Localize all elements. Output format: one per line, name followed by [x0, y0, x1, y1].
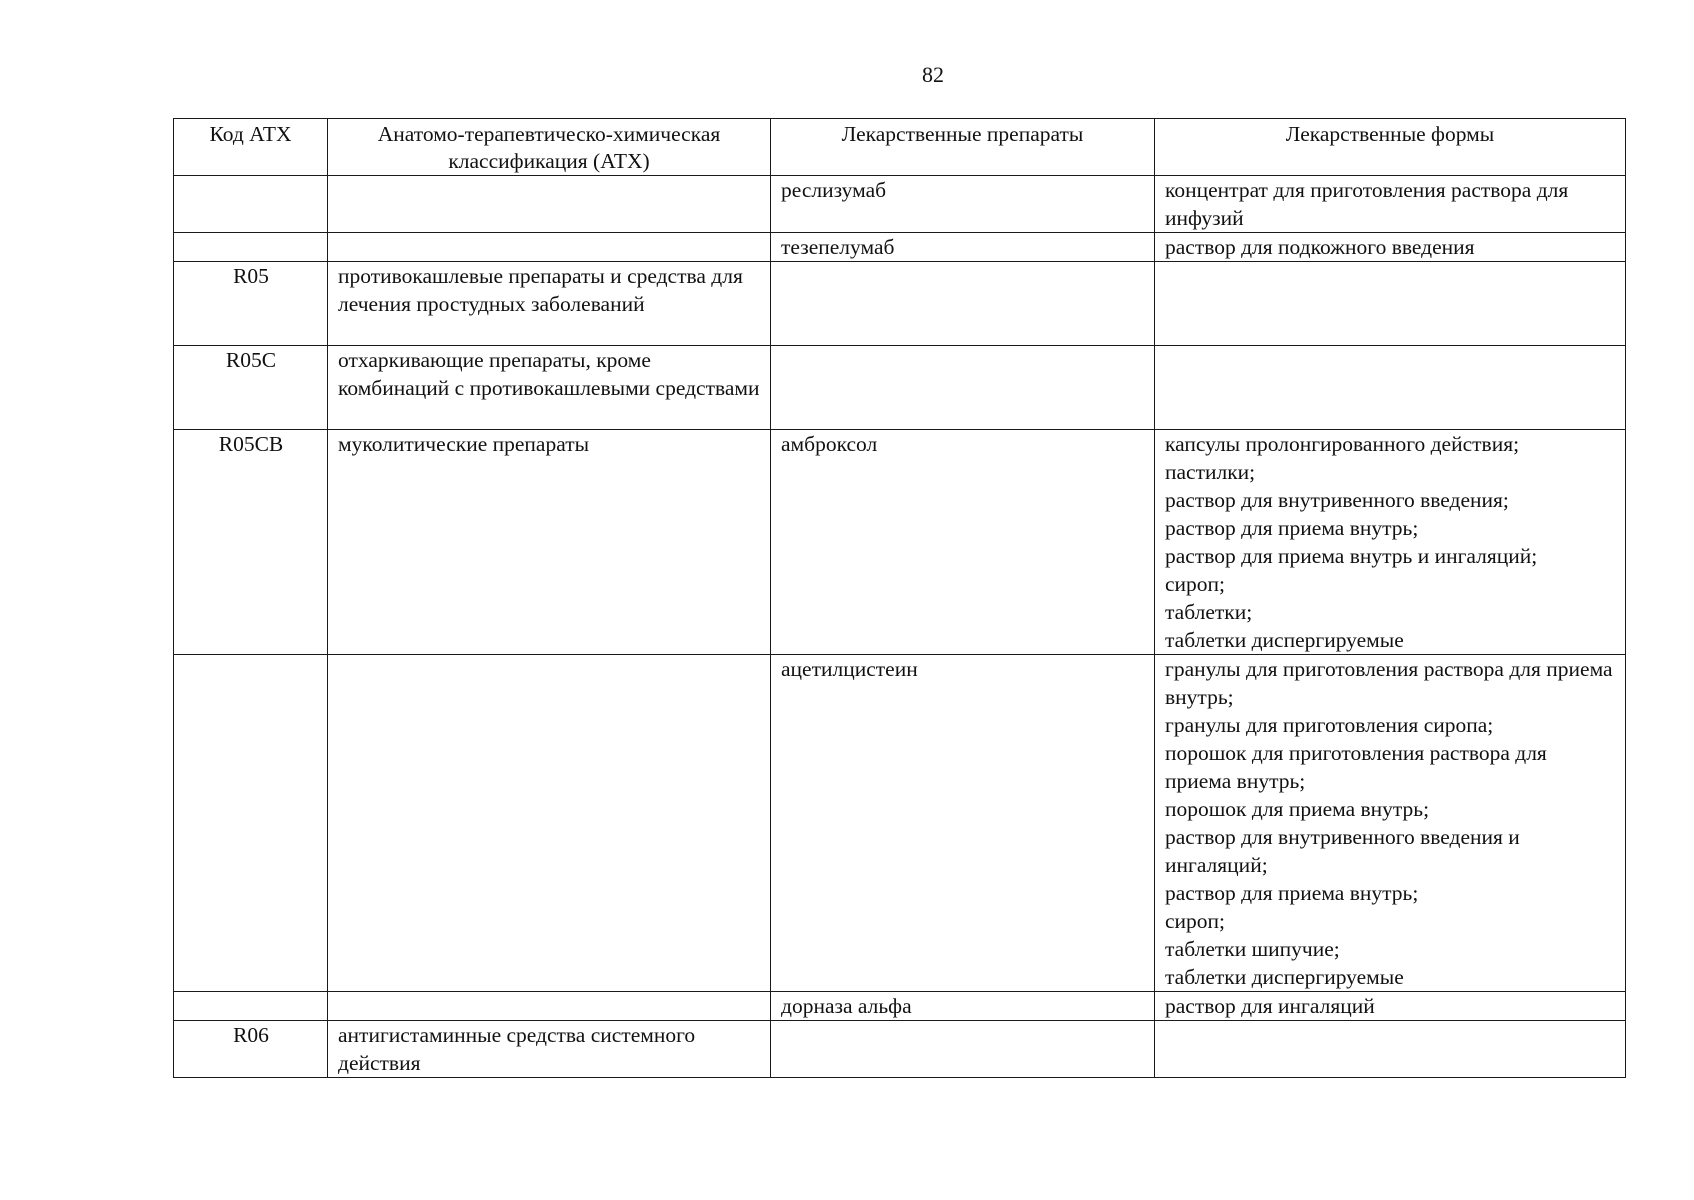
code-cell: R05C — [174, 346, 328, 430]
table-body — [174, 176, 1626, 1078]
forms-cell — [1155, 1021, 1626, 1078]
code-cell — [174, 655, 328, 992]
table-row — [174, 233, 1626, 262]
code-cell — [174, 176, 328, 233]
dosage-form: таблетки диспергируемые — [1165, 628, 1404, 652]
classification-cell: отхаркивающие препараты, кроме комбинаций с противокашлевыми средствами — [328, 346, 771, 430]
drug-cell: реслизумаб — [771, 176, 1155, 233]
table-row — [174, 430, 1626, 655]
drug-cell: тезепелумаб — [771, 233, 1155, 262]
dosage-form: порошок для приготовления раствора для приема внутрь; — [1165, 741, 1547, 793]
dosage-form: концентрат для приготовления раствора для инфузий — [1165, 178, 1569, 230]
drug-cell — [771, 262, 1155, 346]
classification-cell — [328, 655, 771, 992]
classification-cell — [328, 233, 771, 262]
dosage-form: раствор для приема внутрь и ингаляций; — [1165, 544, 1538, 568]
dosage-form: гранулы для приготовления раствора для приема внутрь; — [1165, 657, 1613, 709]
atx-table — [173, 118, 1626, 1078]
dosage-form: сироп; — [1165, 572, 1226, 596]
dosage-form: раствор для приема внутрь; — [1165, 516, 1419, 540]
dosage-form: таблетки шипучие; — [1165, 937, 1340, 961]
dosage-form: таблетки; — [1165, 600, 1253, 624]
forms-cell — [1155, 176, 1626, 233]
dosage-form: гранулы для приготовления сиропа; — [1165, 713, 1494, 737]
dosage-form: пастилки; — [1165, 460, 1256, 484]
dosage-form: раствор для ингаляций — [1165, 994, 1375, 1018]
drug-cell — [771, 1021, 1155, 1078]
dosage-form: порошок для приема внутрь; — [1165, 797, 1430, 821]
header-code: Код АТХ — [174, 119, 328, 176]
header-drugs: Лекарственные препараты — [771, 119, 1155, 176]
table-row — [174, 992, 1626, 1021]
classification-cell: противокашлевые препараты и средства для лечения простудных заболеваний — [328, 262, 771, 346]
header-classification: Анатомо-терапевтическо-химическая классификация (АТХ) — [328, 119, 771, 176]
dosage-form: сироп; — [1165, 909, 1226, 933]
forms-cell — [1155, 655, 1626, 992]
classification-cell — [328, 176, 771, 233]
header-forms: Лекарственные формы — [1155, 119, 1626, 176]
table-row — [174, 1021, 1626, 1078]
dosage-form: раствор для внутривенного введения и ингаляций; — [1165, 825, 1520, 877]
table-row — [174, 346, 1626, 430]
forms-cell — [1155, 346, 1626, 430]
code-cell — [174, 992, 328, 1021]
drug-cell: дорназа альфа — [771, 992, 1155, 1021]
page-number: 82 — [922, 62, 944, 87]
table-row — [174, 176, 1626, 233]
dosage-form: капсулы пролонгированного действия; — [1165, 432, 1520, 456]
drug-cell: ацетилцистеин — [771, 655, 1155, 992]
forms-cell — [1155, 992, 1626, 1021]
classification-cell: антигистаминные средства системного действия — [328, 1021, 771, 1078]
code-cell: R05 — [174, 262, 328, 346]
forms-cell — [1155, 233, 1626, 262]
drug-cell — [771, 346, 1155, 430]
dosage-form: таблетки диспергируемые — [1165, 965, 1404, 989]
table-row — [174, 655, 1626, 992]
drug-cell: амброксол — [771, 430, 1155, 655]
dosage-form: раствор для подкожного введения — [1165, 235, 1475, 259]
header-row — [174, 119, 1626, 176]
code-cell — [174, 233, 328, 262]
table-row — [174, 262, 1626, 346]
classification-cell: муколитические препараты — [328, 430, 771, 655]
dosage-form: раствор для приема внутрь; — [1165, 881, 1419, 905]
forms-cell — [1155, 430, 1626, 655]
dosage-form: раствор для внутривенного введения; — [1165, 488, 1509, 512]
code-cell: R05CB — [174, 430, 328, 655]
code-cell: R06 — [174, 1021, 328, 1078]
classification-cell — [328, 992, 771, 1021]
forms-cell — [1155, 262, 1626, 346]
